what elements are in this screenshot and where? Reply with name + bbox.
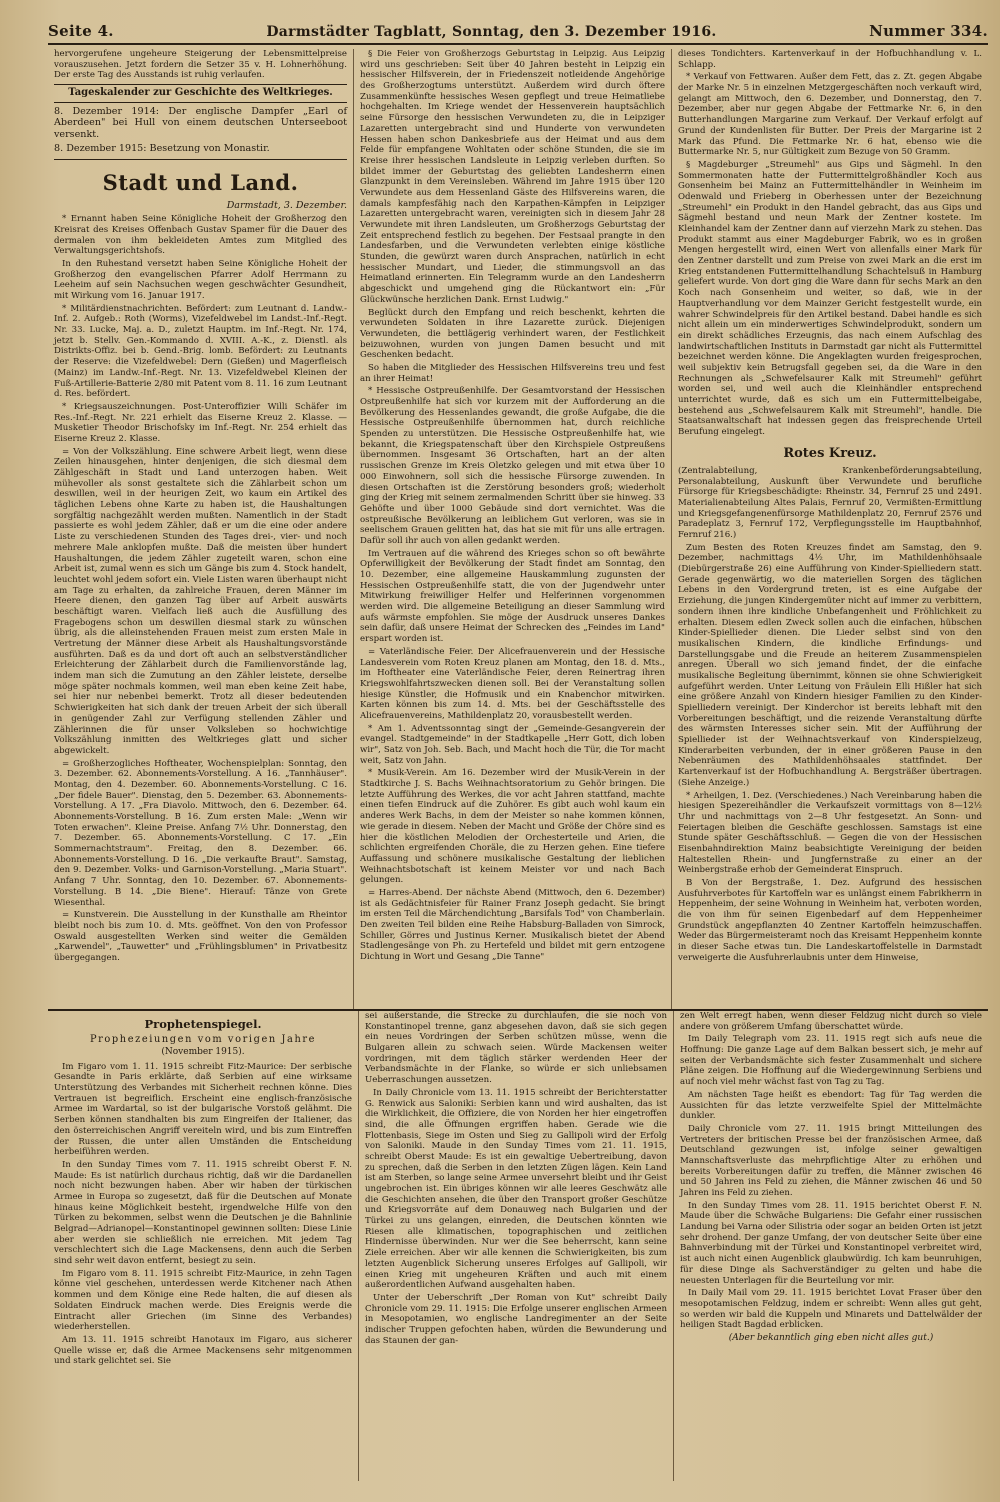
article-paragraph: In den Sunday Times vom 28. 11. 1915 berichtet Oberst F. N. Maude über die Schwäche Bulgariens: Die Gefahr einer russischen Landung bei Varna oder Silistria oder sogar an beiden Orten ist jetzt sehr drohend. Der ganze Umfang, der von deutscher Seite über eine Bahnverbindung mit der Türkei und Konstantinopel verbreitet wird, ist auch nicht einen Augenblick glaubwürdig. Ich kam beunruhigen, für diese Dinge als Sachverständiger zu gelten und habe die neuesten Unterlagen für die Beurteilung vor mir. [680, 1200, 982, 1286]
article-paragraph: In Daily Mail vom 29. 11. 1915 berichtet Lovat Fraser über den mesopotamischen Feldzug, indem er schreibt: Wenn alles gut geht, so werden wir bald die Kuppeln und Minarets und Dattelwälder der heiligen Stadt Bagdad erblicken. [680, 1288, 982, 1331]
column-2 [353, 49, 671, 1009]
page-number-label: Seite 4. [48, 22, 114, 40]
article-paragraph: § Magdeburger „Streumehl" aus Gips und Sägmehl. In den Sommermonaten hatte der Futtermittelgroßhändler Koch aus Gonsenheim bei Mainz an Futtermittelhändler in Weinheim im Odenwald und Frieberg in Oberhessen unter der Bezeichnung „Streumehl" ein Produkt in den Handel gebracht, das aus Gips und Sägmehl bestand und neun Mark der Zentner kostete. Im Kleinhandel kam der Zentner dann auf vierzehn Mark zu stehen. Das Produkt stammt aus einer Magdeburger Fabrik, wo es in großen Mengen hergestellt wird, einen Wert von allenfalls einer Mark für den Zentner darstellt und zum Preise von zwei Mark an die erst im Krieg entstandenen Futtermittelhandlung Schachtelsuß in Hamburg geliefert wurde. Von dort ging die Ware dann für sechs Mark an den Koch nach Gonsenheim und weiter, so daß, wie in der Hauptverhandlung vor dem Mainzer Gericht festgestellt wurde, ein wahrer Schwindelpreis für den Artikel bestand. Dabei handle es sich nicht allein um ein minderwertiges Schwindelprodukt, sondern um ein direkt schädliches Erzeugnis, das nach einem Aufschlag des landwirtschaftlichen Instituts in Darmstadt gar nicht als Futtermittel bezeichnet werden könne. Die Angeklagten wurden freigesprochen, weil subjektiv kein Betrugsfall gegeben sei, da die Ware in den Rechnungen als „Schwefelsaurer Kalk mit Streumehl" geführt worden sei, und weil auch die Kleinhändler entsprechend unterrichtet wurde, daß es sich um ein Futtermittelbeigabe, bestehend aus „Schwefelsaurem Kalk mit Streumehl", handle. Die Staatsanwaltschaft hat indessen gegen das freisprechende Urteil Berufung eingelegt. [678, 159, 982, 438]
article-paragraph: Im Figaro vom 1. 11. 1915 schreibt Fitz-Maurice: Der serbische Gesandte in Paris erklärte, daß Serbien auf eine wirksame Unterstützung des Verbandes mit Sicherheit rechnen könne. Dies Vertrauen ist begreiflich. Erscheint eine englisch-französische Armee im Wardartal, so ist der bulgarische Vorstoß gelähmt. Die Serben können standhalten bis zum Eingreifen der Italiener, das den österreichischen Angriff vereiteln wird, und bis zum Eintreffen der Russen, die unter allen Umständen die Entscheidung herbeiführen werden. [54, 1061, 352, 1158]
section-divider [54, 159, 347, 160]
article-paragraph: * Kriegsauszeichnungen. Post-Unteroffizier Willi Schäfer im Res.-Inf.-Regt. Nr. 221 erhielt das Eiserne Kreuz 2. Klasse. — Musketier Theodor Brischofsky im Inf.-Regt. Nr. 254 erhielt das Eiserne Kreuz 2. Klasse. [54, 401, 347, 444]
article-paragraph: Im Daily Telegraph vom 23. 11. 1915 regt sich aufs neue die Hoffnung: Die ganze Lage auf dem Balkan bessert sich, je mehr auf seiten der Verbandsmächte sich fester Zusammenhalt und sichere Pläne zeigen. Die Hoffnung auf die Wiedergewinnung Serbiens und auf noch viel mehr wächst fast von Tag zu Tag. [680, 1034, 982, 1088]
article-paragraph: In den Ruhestand versetzt haben Seine Königliche Hoheit der Großherzog den evangelischen Pfarrer Adolf Herrmann zu Leeheim auf sein Nachsuchen wegen geschwächter Gesundheit, mit Wirkung vom 16. Januar 1917. [54, 258, 347, 302]
article-paragraph: * Ernannt haben Seine Königliche Hoheit der Großherzog den Kreisrat des Kreises Offenbach Gustav Spamer für die Dauer des dermalen von ihm bekleideten Amtes zum Mitglied des Verwaltungsgerichtshofs. [54, 214, 347, 257]
article-paragraph: Zum Besten des Roten Kreuzes findet am Samstag, den 9. Dezember, nachmittags 4½ Uhr, im Mathildenhöhsaale (Diebürgerstraße 26) eine Aufführung von Kinder-Spielliedern statt. Gerade gegenwärtig, wo die materiellen Sorgen des täglichen Lebens in den Vordergrund treten, ist es eine Aufgabe der Erziehung, die jungen Kindergemüter nicht auf immer zu verbittern, sondern ihnen ihre kindliche Unbefangenheit und Fröhlichkeit zu erhalten. Diesem edlen Zweck sollen auch die einfachen, hübschen Kinder-Spiellieder dienen. Die Lieder selbst sind von den musikalischen Kindern, die kindliche Erfindungs- und Darstellungsgabe und die Freude an heiterem Zusammenspielen anregen. Überall wo sich jemand findet, der die einfache musikalische Begleitung übernimmt, können sie ohne Schwierigkeit aufgeführt werden. Unter Leitung von Fräulein Elli Hißler hat sich eine größere Anzahl von Kindern hiesiger Familien zu den Kinder-Spielliedern vereinigt. Der Kinderchor ist bereits lebhaft mit den Vorbereitungen beschäftigt, und die reizende Veranstaltung dürfte des wärmsten Interesses sicher sein. Mit der Aufführung der Spiellieder ist der Weihnachtsverkauf von Kinderspielzeug, Kinderarbeiten verbunden, der in einer größeren Pause in den Nebenräumen des Mathildenhöhsaales stattfindet. Der Kartenverkauf ist der Hofbuchhandlung A. Bergsträßer übertragen. (Siehe Anzeige.) [678, 542, 982, 788]
column-1 [48, 49, 353, 1009]
prophetenspiegel-title: Prophetenspiegel. [144, 1017, 262, 1031]
article-paragraph: Im Figaro vom 8. 11. 1915 schreibt Fitz-Maurice, in zehn Tagen könne viel geschehen, unterdessen werde Kitchener nach Athen kommen und dem Könige eine Rede halten, die auf diesen als Soldaten Eindruck machen werde. Dies Ereignis werde die Eintracht aller Griechen (im Sinne des Verbandes) wiederherstellen. [54, 1268, 352, 1333]
article-paragraph: Daily Chronicle vom 27. 11. 1915 bringt Mitteilungen des Vertreters der britischen Presse bei der französischen Armee, daß Deutschland gezwungen ist, infolge seiner gewaltigen Mannschaftsverluste das mehrpflichtige Alter zu erhöhen und bereits Vorbereitungen dafür zu treffen, die Männer zwischen 46 und 50 Jahren ins Feld zu ziehen, die Männer zwischen 46 und 50 Jahren ins Feld zu ziehen. [680, 1123, 982, 1198]
article-paragraph: So haben die Mitglieder des Hessischen Hilfsvereins treu und fest an ihrer Heimat! [360, 362, 665, 384]
lower-column-3 [673, 1011, 988, 1481]
article-paragraph: * Musik-Verein. Am 16. Dezember wird der Musik-Verein in der Stadtkirche J. S. Bachs Weihnachtsoratorium zu Gehör bringen. Die letzte Aufführung des Werkes, die vor acht Jahren stattfand, machte einen tiefen Eindruck auf die Zuhörer. Es gibt auch wohl kaum ein anderes Werk Bachs, in dem der Meister so nahe kommen können, wie gerade in diesem. Neben der Macht und Größe der Chöre sind es hier die köstlichen Melodien der Orchesterteile und Arien, die schlichten ergreifenden Choräle, die zu Herzen gehen. Eine tiefere Auffassung und schönere musikalische Gestaltung der lieblichen Weihnachtsbotschaft ist keinem Meister vor und nach Bach gelungen. [360, 768, 665, 886]
kalender-title: Tageskalender zur Geschichte des Weltkrieges. [54, 84, 347, 102]
newspaper-title-date: Darmstädter Tagblatt, Sonntag, den 3. Dezember 1916. [266, 24, 717, 40]
lower-column-1 [48, 1011, 358, 1481]
article-paragraph: zen Welt erregt haben, wenn dieser Feldzug nicht durch so viele andere von größerem Umfang überschattet würde. [680, 1011, 982, 1032]
article-paragraph: dieses Tondichters. Kartenverkauf in der Hofbuchhandlung v. L. Schlapp. [678, 49, 982, 70]
issue-number: Nummer 334. [869, 22, 988, 40]
article-paragraph: = Vaterländische Feier. Der Alicefrauenverein und der Hessische Landesverein vom Roten Kreuz planen am Montag, den 18. d. Mts., im Hoftheater eine Vaterländische Feier, deren Reinertrag ihren Kriegswohlfahrtszwecken dienen soll. Bei der Veranstaltung sollen hiesige Künstler, die Hofmusik und ein Knabenchor mitwirken. Karten können bis zum 14. d. Mts. bei der Geschäftsstelle des Alicefrauenvereins, Mathildenplatz 20, vorausbestellt werden. [360, 646, 665, 721]
kalender-entry-2: 8. Dezember 1915: Besetzung von Monastir. [54, 143, 270, 155]
article-paragraph: B Von der Bergstraße, 1. Dez. Aufgrund des hessischen Ausfuhrverbotes für Kartoffeln war es unlängst einem Fabrikherrn in Heppenheim, der seine Wohnung in Weinheim hat, verboten worden, die von ihm für seinen Eigenbedarf auf dem Heppenheimer Grundstück angepflanzten 40 Zentner Kartoffeln heimzuschaffen. Weder das Bürgermeisteramt noch das Kreisamt Heppenheim konnte in dieser Sache etwas tun. Die Landeskartoffelstelle in Darmstadt verweigerte die Ausfuhrerlaubnis unter dem Hinweise, [678, 878, 982, 963]
section-title-rotes-kreuz: Rotes Kreuz. [783, 445, 877, 461]
article-paragraph: = Von der Volkszählung. Eine schwere Arbeit liegt, wenn diese Zeilen hinausgehen, hinter denjenigen, die sich diesmal dem Zählgeschäft in Stadt und Land unterzogen haben. Weit mühevoller als sonst gestaltete sich die Zählarbeit schon um deswillen, weil in der heurigen Zeit, wo kaum ein Artikel des täglichen Lebens ohne Karte zu haben ist, die Haushaltungen sorgfältig nachgezählt werden mußten. Namentlich in der Stadt passierte es wohl jedem Zähler, daß er um die eine oder andere Liste zu verschiedenen Stunden des Tages drei-, vier- und noch mehrere Male anklopfen mußte. Daß die meisten über hundert Haushaltungen, die jedem Zähler zugeteilt waren, schon eine Arbeit ist, zumal wenn es sich um Gänge bis zum 4. Stock handelt, leuchtet wohl jedem sofort ein. Viele Listen waren überhaupt nicht am Tage zu erhalten, da zahlreiche Frauen, deren Männer im Heere dienen, den ganzen Tag über auf Arbeit auswärts beschäftigt waren. Vielfach ließ auch die Ausfüllung des Fragebogens schon um deswillen diesmal stark zu wünschen übrig, als die alleinstehenden Frauen meist zum ersten Male in Vertretung der Männer diese Arbeit als Haushaltungsvorstände ausführten. Daß es da und dort oft auch an selbstverständlicher Erleichterung der Zählarbeit durch die Familienvorstände lag, indem man sich die Zumutung an den Zähler leistete, derselbe möge später nochmals kommen, weil man eben keine Zeit habe, sei hier nur nebenbei bemerkt. Trotz all dieser bedeutenden Schwierigkeiten hat sich dank der treuen Arbeit der sich überall in genügender Zahl zur Verfügung stellenden Zähler und Zählerinnen die für unser Volksleben so hochwichtige Volkszählung inmitten des Weltkrieges glatt und sicher abgewickelt. [54, 446, 347, 756]
closing-remark: (Aber bekanntlich ging eben nicht alles gut.) [728, 1332, 934, 1343]
masthead [48, 22, 988, 45]
article-paragraph: sei außerstande, die Strecke zu durchlaufen, die sie noch von Konstantinopel trenne, ganz abgesehen davon, daß sie sich gegen ein neues Vordringen der Serben schützen müsse, wenn die Bulgaren allein zu schwach seien. Würde Mackensen weiter vordringen, mit dem täglich stärker werdenden Heer der Verbandsmächte in der Flanke, so würde er sich unliebsamen Ueberraschungen aussetzen. [365, 1011, 667, 1086]
article-paragraph: * Verkauf von Fettwaren. Außer dem Fett, das z. Zt. gegen Abgabe der Marke Nr. 5 in einzelnen Metzgergeschäften noch verkauft wird, gelangt am Mittwoch, den 6. Dezember, und Donnerstag, den 7. Dezember, aber nur gegen Abgabe der Fettmarke Nr. 6, in den Butterhandlungen Margarine zum Verkauf. Der Verkauf erfolgt auf Grund der Kundenlisten für Butter. Der Preis der Margarine ist 2 Mark das Pfund. Die Fettmarke Nr. 6 hat, ebenso wie die Buttermarke Nr. 5, nur Gültigkeit zum Bezuge von 50 Gramm. [678, 72, 982, 158]
lower-columns [48, 1011, 988, 1481]
intro-text: hervorgerufene ungeheure Steigerung der Lebensmittelpreise vorauszusehen. Jetzt fordern die Setzer 35 v. H. Lohnerhöhung. Der erste Tag des Ausstands ist ruhig verlaufen. [54, 49, 347, 81]
article-paragraph: Am nächsten Tage heißt es ebendort: Tag für Tag werden die Aussichten für das letzte verzweifelte Spiel der Mittelmächte dunkler. [680, 1089, 982, 1122]
article-paragraph: = Großherzogliches Hoftheater, Wochenspielplan: Sonntag, den 3. Dezember. 62. Abonnements-Vorstellung. A 16. „Tannhäuser". Montag, den 4. Dezember. 60. Abonnements-Vorstellung. C 16. „Der fidele Bauer". Dienstag, den 5. Dezember. 63. Abonnements-Vorstellung. A 17. „Fra Diavolo. Mittwoch, den 6. Dezember. 64. Abonnements-Vorstellung. B 16. Zum ersten Male: „Wenn wir Toten erwachen". Kleine Preise. Anfang 7½ Uhr. Donnerstag, den 7. Dezember. 65. Abonnements-Vorstellung. C 17. „Ein Sommernachtstraum". Freitag, den 8. Dezember. 66. Abonnements-Vorstellung. D 16. „Die verkaufte Braut". Samstag, den 9. Dezember. Volks- und Garnison-Vorstellung. „Maria Stuart". Anfang 7 Uhr. Sonntag, den 10. Dezember. 67. Abonnements-Vorstellung. B 14. „Die Biene". Hierauf: Tänze von Grete Wiesenthal. [54, 758, 347, 908]
kalender-entry-1: 8. Dezember 1914: Der englische Dampfer „Earl of Aberdeen" bei Hull von einem deutschen Unterseeboot versenkt. [54, 105, 347, 141]
prophetenspiegel-subtitle: Prophezeiungen vom vorigen Jahre [89, 1034, 317, 1046]
article-paragraph: * Hessische Ostpreußenhilfe. Der Gesamtvorstand der Hessischen Ostpreußenhilfe hat sich vor kurzem mit der Aufforderung an die Bevölkerung des Hessenlandes gewandt, die große Aufgabe, die die Hessische Ostpreußenhilfe übernommen hat, durch reichliche Spenden zu unterstützen. Die Hessische Ostpreußenhilfe hat, wie bekannt, die Kriegspatenschaft über den Kirchspiele Ostpreußens übernommen. Insgesamt 36 Ortschaften, hart an der alten russischen Grenze im Kreis Oletzko gelegen und mit etwa über 10 000 Einwohnern, soll sich die hessische Fürsorge zuwenden. In diesen Ortschaften ist die Zerstörung besonders groß; wiederholt ging der Krieg mit seinem zermalmenden Schritt über sie hinweg. 33 Gehöfte und über 1000 Gebäude sind dort vernichtet. Was die ostpreußische Bevölkerung an leiblichem Gut verloren, was sie in seelischem Grauen gelitten hat, das hat sie mit für uns alle ertragen. Dafür soll ihr auch von allen gedankt werden. [360, 386, 665, 546]
article-paragraph: * Am 1. Adventssonntag singt der „Gemeinde-Gesangverein der evangel. Stadtgemeinde" in der Stadtkapelle „Herr Gott, dich loben wir", Satz von Joh. Seb. Bach, und Macht hoch die Tür, die Tor macht weit, Satz von Jahn. [360, 723, 665, 766]
article-paragraph: = Harres-Abend. Der nächste Abend (Mittwoch, den 6. Dezember) ist als Gedächtnisfeier für Rainer Franz Joseph gedacht. Sie bringt im ersten Teil die Märchendichtung „Barsifals Tod" von Chamberlain. Den zweiten Teil bilden eine Reihe Habsburg-Balladen von Simrock, Schiller, Görres und Justinus Kerner. Musikalisch bietet der Abend Stadlengesänge von Ph. zu Hertefeld und bildet mit gern entzogene Dichtung in Wort und Gesang „Die Tanne" [360, 887, 665, 963]
section-title-stadt-und-land: Stadt und Land. [102, 170, 299, 196]
article-paragraph: Unter der Ueberschrift „Der Roman von Kut" schreibt Daily Chronicle vom 29. 11. 1915: Die Erfolge unserer englischen Armeen in Mesopotamien, wo englische Landregimenter an der Seite indischer Truppen gefochten haben, würden die Bewunderung und das Staunen der gan- [365, 1292, 667, 1346]
article-paragraph: * Militärdienstnachrichten. Befördert: zum Leutnant d. Landw.-Inf. 2. Aufgeb.: Roth (Worms), Vizefeldwebel im Landst.-Inf.-Regt. Nr. 33. Lucke, Maj. a. D., zuletzt Hauptm. im Inf.-Regt. Nr. 174, jetzt b. Stellv. Gen.-Kommando d. XVIII. A.-K., z. Dienstl. als Distrikts-Offiz. bei b. Gend.-Brig. lomb. Befördert: zu Leutnants der Reserve: die Vizefeldwebel: Dern (Gießen) und Magerfleisch (Mainz) im Landw.-Inf.-Regt. Nr. 13. Vizefeldwebel Kleinen der Fuß-Artillerie-Batterie 2/80 mit Patent vom 8. 11. 16 zum Leutnant d. Res. befördert. [54, 303, 347, 400]
upper-columns [48, 49, 988, 1009]
article-paragraph: Im Vertrauen auf die während des Krieges schon so oft bewährte Opferwilligkeit der Bevölkerung der Stadt findet am Sonntag, den 10. Dezember, eine allgemeine Hauskammlung zugunsten der Hessischen Ostpreußenhilfe statt, die von der Jugendwehr unter Mitwirkung freiwilliger Helfer und Helferinnen vorgenommen werden wird. Die allgemeine Beteiligung an dieser Sammlung wird aufs wärmste empfohlen. Sie möge der Ausdruck unseres Dankes sein dafür, daß unsere Heimat der Schrecken des „Feindes im Land" erspart worden ist. [360, 548, 665, 645]
article-paragraph: In Daily Chronicle vom 13. 11. 1915 schreibt der Berichterstatter G. Renwick aus Saloniki: Serbien kann und wird aushalten, das ist die Wirklichkeit, die Offiziere, die von Norden her hier eingetroffen sind, die alle Öffnungen ergriffen haben. Gerade wie die Flottenbasis, Siege im Osten und Sieg zu Gallipoli wird der Erfolg von Saloniki. Maude in den Sunday Times vom 21. 11. 1915, schreibt Oberst Maude: Es ist ein gewaltige Uebertreibung, davon zu sprechen, daß die Serben in den letzten Zügen lägen. Kein Land ist am Sterben, so lange seine Armee unversehrt bleibt und ihr Geist ungebrochen ist. Ein übriges können wir alle leeres Geschwätz alle die Geschichten ansehen, die über den Transport großer Geschütze und Kriegsvorräte auf dem Donauweg nach Bulgarien und der Türkei zu uns gelangen, einreden, die Deutschen könnten wie Riesen alle klimatischen, topographischen und zeitlichen Hindernisse überwinden. Nur wer die See beherrscht, kann seine Ziele erreichen. Aber wir alle kennen die Schwierigkeiten, bis zum letzten Augenblick Sicherung unseres Erfolges auf Gallipoli, wir einen Krieg mit ungeheuren Kräften und auch mit einem außerordentlichen Aufwand ausgehalten haben. [365, 1087, 667, 1291]
article-paragraph: = Kunstverein. Die Ausstellung in der Kunsthalle am Rheintor bleibt noch bis zum 10. d. Mts. geöffnet. Von den von Professor Oswald ausgestellten Werken sind weiter die Gemälden „Karwendel", „Tauwetter" und „Frühlingsblumen" in Privatbesitz übergegangen. [54, 910, 347, 963]
article-paragraph: In den Sunday Times vom 7. 11. 1915 schreibt Oberst F. N. Maude: Es ist natürlich durchaus richtig, daß wir die Dardanellen noch nicht bezwungen haben. Aber wir haben der türkischen Armee in Europa so zugesetzt, daß für die Deutschen auf Monate hinaus keine Möglichkeit besteht, irgendwelche Hilfe von den Türken zu bekommen, selbst wenn die Deutschen je die Bahnlinie Belgrad—Adrianopel—Konstantinopel gewinnen sollten: Diese Linie aber werden sie schließlich nie erreichen. Mit jedem Tag verschlechtert sich die Lage Mackensens, denn auch die Serben sind sehr weit davon entfernt, besiegt zu sein. [54, 1159, 352, 1267]
column-3 [671, 49, 988, 1009]
prophetenspiegel-date: (November 1915). [161, 1046, 245, 1057]
article-paragraph: § Die Feier von Großherzogs Geburtstag in Leipzig. Aus Leipzig wird uns geschrieben: Seit über 40 Jahren besteht in Leipzig ein hessischer Hilfsverein, der in Friedenszeit notleidende Angehörige des Großherzogtums unterstützt. Außerdem wird durch öftere Zusammenkünfte hessisches Wesen gepflegt und treue Heimatliebe hochgehalten. Im Kriege wendet der Hessenverein hauptsächlich seine Fürsorge den hessischen Verwundeten zu, die in Leipziger Lazaretten untergebracht sind und Hunderte von verwundeten Hessen haben schon Dankesbriefe aus der Heimat und aus dem Felde für empfangene Wohltaten oder schöne Stunden, die sie im Kreise ihrer hessischen Landsleute in Leipzig verleben durften. So bildet immer der Geburtstag des geliebten Landesherrn einen Glanzpunkt in dem Vereinsleben. Während im Jahre 1915 über 120 Verwundete aus dem Hessenland Gäste des Hilfsvereins waren, die damals kampfesfähig nach den Karpathen-Kämpfen in Leipziger Lazaretten untergebracht waren, vereinigten sich in diesem Jahr 28 Verwundete mit ihren Landsleuten, um Großherzogs Geburtstag der Zeit entsprechend festlich zu begehen. Der Festsaal prangte in den Landesfarben, und die Verwundeten verlebten einige köstliche Stunden, die gewürzt waren durch Ansprachen, natürlich in echt hessischer Mundart, und Lieder, die stimmungsvoll an das Heimatland erinnerten. Ein Telegramm wurde an den Landesherrn abgeschickt und umgehend ging die Rückantwort ein: „Für Glückwünsche herzlichen Dank. Ernst Ludwig." [360, 49, 665, 305]
dateline: Darmstadt, 3. Dezember. [226, 200, 347, 212]
article-paragraph: Beglückt durch den Empfang und reich beschenkt, kehrten die verwundeten Soldaten in ihre Lazarette zurück. Diejenigen Verwundeten, die bettlägerig verhindert waren, der Festlichkeit beizuwohnen, wurden von jungen Damen besucht und mit Geschenken bedacht. [360, 307, 665, 361]
lower-column-2 [358, 1011, 673, 1481]
article-paragraph: * Arheilgen, 1. Dez. (Verschiedenes.) Nach Vereinbarung haben die hiesigen Spezereihändler die Verkaufszeit vormittags von 8—12½ Uhr und nachmittags von 2—8 Uhr festgesetzt. An Sonn- und Feiertagen bleiben die Geschäfte geschlossen. Samstags ist eine Stunde später Geschäftsschluß. — Gegen die von der Hessischen Eisenbahndirektion Mainz beabsichtigte Vereinigung der beiden Haltestellen Rhein- und Jungfernstraße zu einer an der Weinbergstraße erhob der Gemeinderat Einspruch. [678, 790, 982, 876]
article-paragraph: Am 13. 11. 1915 schreibt Hanotaux im Figaro, aus sicherer Quelle wisse er, daß die Armee Mackensens sehr mitgenommen und stark gelichtet sei. Sie [54, 1334, 352, 1367]
article-paragraph: (Zentralabteilung, Krankenbeförderungsabteilung, Personalabteilung, Auskunft über Verwundete und berufliche Fürsorge für Kriegsbeschädigte: Rheinstr. 34, Fernruf 25 und 2491. Materialienabteilung Altes Palais, Fernruf 20, Vermißten-Ermittlung und Kriegsgefangenenfürsorge Mathildenplatz 20, Fernruf 2576 und Paradeplatz 3, Fernruf 172, Verpflegungsstelle im Hauptbahnhof, Fernruf 216.) [678, 465, 982, 541]
